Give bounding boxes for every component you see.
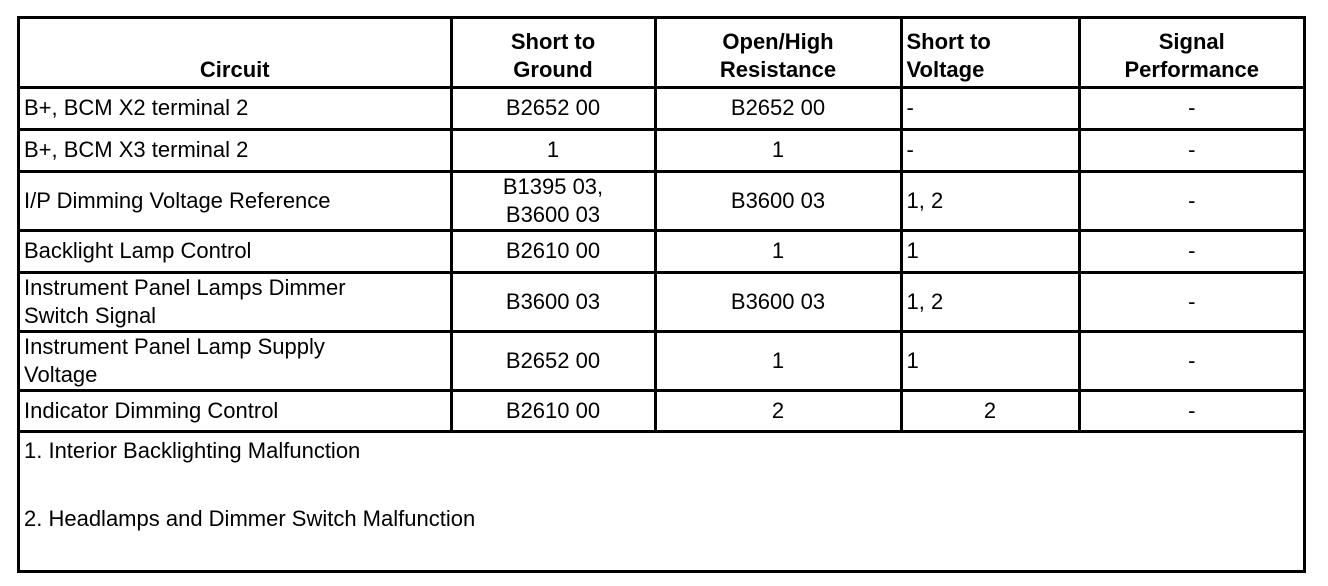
- cell-short-voltage: 1, 2: [901, 272, 1079, 331]
- header-open-high-resistance: Open/High Resistance: [655, 19, 901, 87]
- cell-signal-performance: -: [1079, 171, 1303, 230]
- cell-open-high: 1: [655, 129, 901, 171]
- cell-open-high: 2: [655, 390, 901, 431]
- dtc-table: [20, 19, 1303, 433]
- cell-short-ground: 1: [451, 129, 655, 171]
- table-row: [20, 171, 1303, 230]
- cell-signal-performance: -: [1079, 129, 1303, 171]
- cell-short-ground: B3600 03: [451, 272, 655, 331]
- cell-open-high: 1: [655, 230, 901, 272]
- cell-short-ground: B1395 03, B3600 03: [451, 171, 655, 230]
- header-circuit: Circuit: [20, 19, 451, 87]
- table-row: [20, 230, 1303, 272]
- table-row: [20, 390, 1303, 431]
- table-header-row: [20, 19, 1303, 87]
- cell-circuit: Instrument Panel Lamps Dimmer Switch Signal: [20, 272, 451, 331]
- cell-short-ground: B2610 00: [451, 390, 655, 431]
- cell-short-voltage: -: [901, 129, 1079, 171]
- cell-short-ground: B2610 00: [451, 230, 655, 272]
- header-short-to-voltage: Short to Voltage: [901, 19, 1079, 87]
- table-row: [20, 272, 1303, 331]
- cell-open-high: B3600 03: [655, 171, 901, 230]
- cell-open-high: B2652 00: [655, 87, 901, 129]
- cell-short-voltage: -: [901, 87, 1079, 129]
- cell-signal-performance: -: [1079, 87, 1303, 129]
- cell-short-voltage: 1, 2: [901, 171, 1079, 230]
- cell-circuit: Indicator Dimming Control: [20, 390, 451, 431]
- cell-signal-performance: -: [1079, 272, 1303, 331]
- table-row: [20, 87, 1303, 129]
- cell-circuit: I/P Dimming Voltage Reference: [20, 171, 451, 230]
- cell-circuit: B+, BCM X3 terminal 2: [20, 129, 451, 171]
- header-short-to-ground: Short to Ground: [451, 19, 655, 87]
- cell-open-high: B3600 03: [655, 272, 901, 331]
- dtc-table-sheet: [17, 16, 1306, 573]
- cell-circuit: Backlight Lamp Control: [20, 230, 451, 272]
- cell-open-high: 1: [655, 331, 901, 390]
- table-notes: [20, 433, 1303, 533]
- cell-signal-performance: -: [1079, 230, 1303, 272]
- note-2: 2. Headlamps and Dimmer Switch Malfunction: [24, 505, 476, 531]
- cell-short-voltage: 2: [901, 390, 1079, 431]
- cell-short-voltage: 1: [901, 230, 1079, 272]
- cell-signal-performance: -: [1079, 331, 1303, 390]
- header-signal-performance: Signal Performance: [1079, 19, 1303, 87]
- note-spacer: [24, 465, 1299, 505]
- cell-circuit: B+, BCM X2 terminal 2: [20, 87, 451, 129]
- cell-short-voltage: 1: [901, 331, 1079, 390]
- cell-signal-performance: -: [1079, 390, 1303, 431]
- table-row: [20, 331, 1303, 390]
- cell-circuit: Instrument Panel Lamp Supply Voltage: [20, 331, 451, 390]
- table-row: [20, 129, 1303, 171]
- note-1: 1. Interior Backlighting Malfunction: [24, 437, 361, 463]
- cell-short-ground: B2652 00: [451, 331, 655, 390]
- cell-short-ground: B2652 00: [451, 87, 655, 129]
